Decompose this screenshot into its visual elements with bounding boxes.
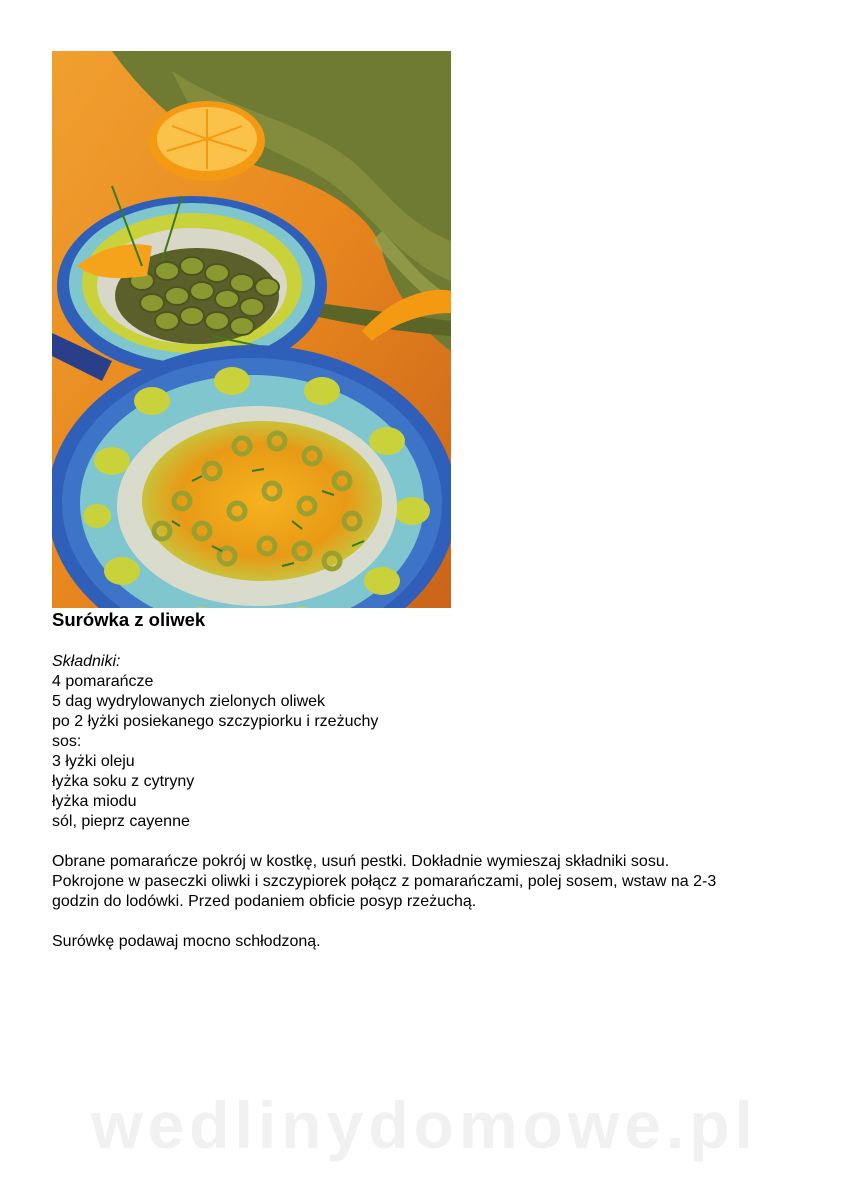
ingredient-item: po 2 łyżki posiekanego szczypiorku i rzeżuchy: [52, 713, 379, 730]
ingredient-item: sos:: [52, 733, 82, 750]
serving-note: Surówkę podawaj mocno schłodzoną.: [52, 933, 321, 950]
ingredient-item: 3 łyżki oleju: [52, 753, 135, 770]
instruction-line: Pokrojone w paseczki oliwki i szczypiorek połącz z pomarańczami, polej sosem, wstaw na 2-3: [52, 873, 717, 890]
ingredient-item: 5 dag wydrylowanych zielonych oliwek: [52, 693, 326, 710]
recipe-body: [52, 652, 812, 952]
paragraph-gap: [52, 912, 812, 932]
ingredient-item: sól, pieprz cayenne: [52, 813, 190, 830]
site-watermark: wedlinydomowe.pl: [91, 1088, 758, 1162]
ingredients-label: Składniki:: [52, 653, 121, 670]
paragraph-gap: [52, 832, 812, 852]
recipe-photo: [52, 51, 451, 608]
ingredient-item: łyżka soku z cytryny: [52, 773, 195, 790]
ingredient-item: łyżka miodu: [52, 793, 137, 810]
recipe-title: Surówka z oliwek: [52, 609, 206, 630]
instruction-line: godzin do lodówki. Przed podaniem obficie posyp rzeżuchą.: [52, 893, 477, 910]
ingredient-item: 4 pomarańcze: [52, 673, 154, 690]
instruction-line: Obrane pomarańcze pokrój w kostkę, usuń pestki. Dokładnie wymieszaj składniki sosu.: [52, 853, 670, 870]
